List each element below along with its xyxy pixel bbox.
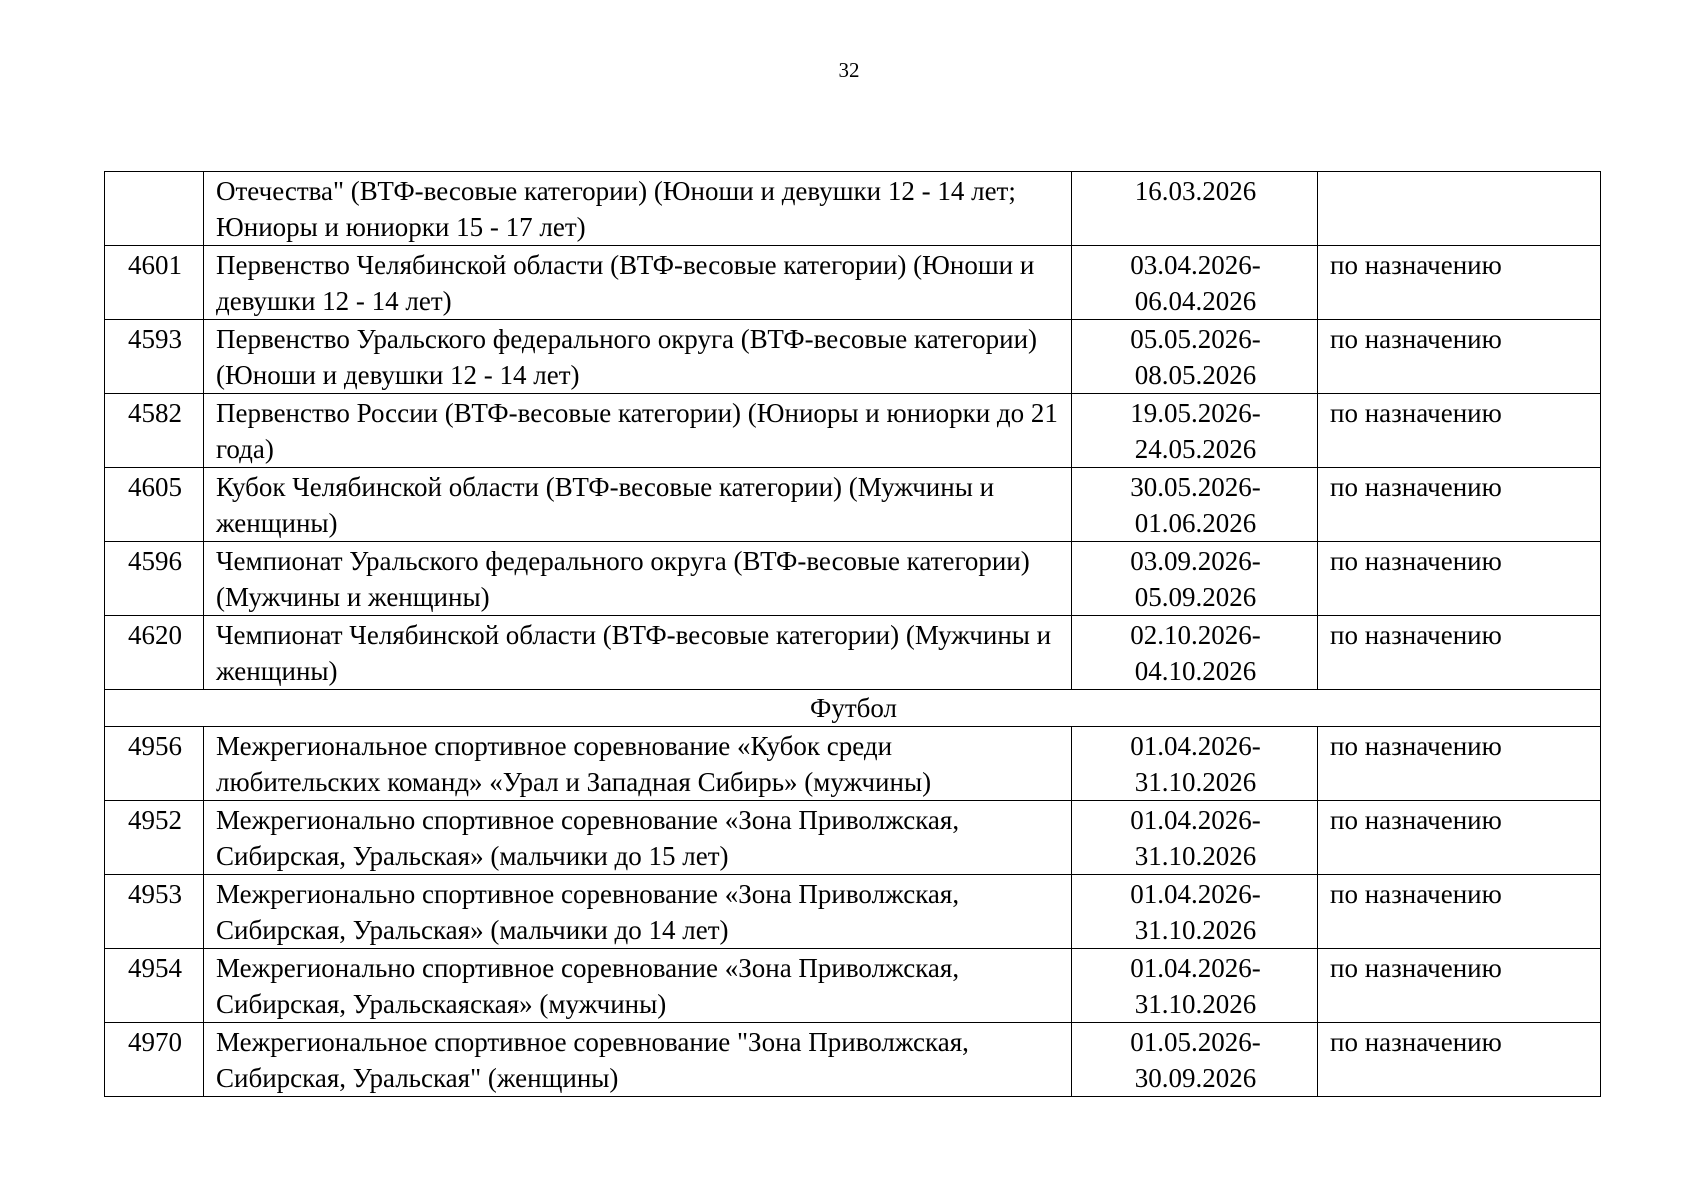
event-date-start: 05.05.2026- (1130, 324, 1261, 354)
event-place (1318, 320, 1601, 394)
event-place (1318, 949, 1601, 1023)
event-name: Кубок Челябинской области (ВТФ-весовые категории) (Мужчины и женщины) (204, 468, 1072, 542)
event-number: 4956 (105, 727, 204, 801)
event-date-start: 03.09.2026- (1130, 546, 1261, 576)
event-date-end: 30.09.2026 (1134, 1063, 1257, 1093)
section-header-row (105, 690, 1601, 727)
event-name: Межрегиональное спортивное соревнование «Кубок среди любительских команд» «Урал и Западная Сибирь» (мужчины) (204, 727, 1072, 801)
event-number: 4582 (105, 394, 204, 468)
table-row (105, 1023, 1601, 1097)
event-number (105, 172, 204, 246)
event-date-end: 01.06.2026 (1134, 508, 1257, 538)
event-place-text: по назначению (1330, 879, 1502, 909)
event-date-end: 05.09.2026 (1134, 582, 1257, 612)
event-date-end: 06.04.2026 (1134, 286, 1257, 316)
event-dates (1072, 246, 1318, 320)
event-number: 4952 (105, 801, 204, 875)
event-name: Первенство России (ВТФ-весовые категории) (Юниоры и юниорки до 21 года) (204, 394, 1072, 468)
event-place-text: по назначению (1330, 546, 1502, 576)
event-dates (1072, 1023, 1318, 1097)
event-date-start: 01.04.2026- (1130, 879, 1261, 909)
event-date-end: 31.10.2026 (1134, 915, 1257, 945)
event-place (1318, 468, 1601, 542)
event-place-text: по назначению (1330, 620, 1502, 650)
event-number: 4953 (105, 875, 204, 949)
event-place (1318, 246, 1601, 320)
event-date-start: 01.04.2026- (1130, 731, 1261, 761)
table-row (105, 875, 1601, 949)
event-name: Отечества" (ВТФ-весовые категории) (Юноши и девушки 12 - 14 лет; Юниоры и юниорки 15 - 17 лет) (204, 172, 1072, 246)
table-row (105, 468, 1601, 542)
event-date-start: 01.04.2026- (1130, 953, 1261, 983)
table-row (105, 616, 1601, 690)
event-dates (1072, 542, 1318, 616)
event-place-text: по назначению (1330, 324, 1502, 354)
event-dates (1072, 875, 1318, 949)
event-date-end: 04.10.2026 (1134, 656, 1257, 686)
table-row (105, 949, 1601, 1023)
event-place-text: по назначению (1330, 250, 1502, 280)
event-dates (1072, 394, 1318, 468)
event-name: Межрегионально спортивное соревнование «Зона Приволжская, Сибирская, Уральскаяская» (мужчины) (204, 949, 1072, 1023)
table-row (105, 172, 1601, 246)
event-date-start: 02.10.2026- (1130, 620, 1261, 650)
event-name: Межрегионально спортивное соревнование «Зона Приволжская, Сибирская, Уральская» (мальчики до 14 лет) (204, 875, 1072, 949)
event-number: 4620 (105, 616, 204, 690)
event-date-start: 16.03.2026 (1134, 176, 1257, 206)
event-place (1318, 727, 1601, 801)
event-date-start: 30.05.2026- (1130, 472, 1261, 502)
table-row (105, 246, 1601, 320)
event-date-start: 01.04.2026- (1130, 805, 1261, 835)
event-number: 4970 (105, 1023, 204, 1097)
event-number: 4605 (105, 468, 204, 542)
event-place-text: по назначению (1330, 805, 1502, 835)
event-name: Первенство Уральского федерального округа (ВТФ-весовые категории) (Юноши и девушки 12 - 14 лет) (204, 320, 1072, 394)
event-place-text: по назначению (1330, 472, 1502, 502)
page-number: 32 (838, 58, 860, 82)
table-row (105, 801, 1601, 875)
event-place (1318, 616, 1601, 690)
table-row (105, 542, 1601, 616)
event-date-start: 01.05.2026- (1130, 1027, 1261, 1057)
event-dates (1072, 949, 1318, 1023)
event-date-start: 03.04.2026- (1130, 250, 1261, 280)
event-date-end: 31.10.2026 (1134, 767, 1257, 797)
event-place (1318, 875, 1601, 949)
events-table-body (105, 172, 1601, 1097)
table-row (105, 320, 1601, 394)
event-date-end: 31.10.2026 (1134, 989, 1257, 1019)
event-name: Чемпионат Уральского федерального округа (ВТФ-весовые категории) (Мужчины и женщины) (204, 542, 1072, 616)
event-place (1318, 801, 1601, 875)
section-title: Футбол (105, 690, 1601, 727)
event-place (1318, 172, 1601, 246)
event-place-text: по назначению (1330, 1027, 1502, 1057)
event-name: Чемпионат Челябинской области (ВТФ-весовые категории) (Мужчины и женщины) (204, 616, 1072, 690)
event-date-start: 19.05.2026- (1130, 398, 1261, 428)
event-dates (1072, 801, 1318, 875)
event-name: Межрегиональное спортивное соревнование "Зона Приволжская, Сибирская, Уральская" (женщины) (204, 1023, 1072, 1097)
event-name: Межрегионально спортивное соревнование «Зона Приволжская, Сибирская, Уральская» (мальчики до 15 лет) (204, 801, 1072, 875)
event-date-end: 31.10.2026 (1134, 841, 1257, 871)
events-table (104, 171, 1601, 1097)
event-place (1318, 394, 1601, 468)
table-row (105, 727, 1601, 801)
event-dates (1072, 468, 1318, 542)
event-place-text: по назначению (1330, 953, 1502, 983)
event-dates (1072, 727, 1318, 801)
event-place (1318, 1023, 1601, 1097)
event-date-end: 08.05.2026 (1134, 360, 1257, 390)
event-dates (1072, 616, 1318, 690)
event-name: Первенство Челябинской области (ВТФ-весовые категории) (Юноши и девушки 12 - 14 лет) (204, 246, 1072, 320)
event-place-text: по назначению (1330, 398, 1502, 428)
event-number: 4954 (105, 949, 204, 1023)
table-row (105, 394, 1601, 468)
event-place-text: по назначению (1330, 731, 1502, 761)
event-date-end: 24.05.2026 (1134, 434, 1257, 464)
event-number: 4601 (105, 246, 204, 320)
event-dates (1072, 320, 1318, 394)
event-number: 4596 (105, 542, 204, 616)
event-dates (1072, 172, 1318, 246)
event-place (1318, 542, 1601, 616)
event-number: 4593 (105, 320, 204, 394)
